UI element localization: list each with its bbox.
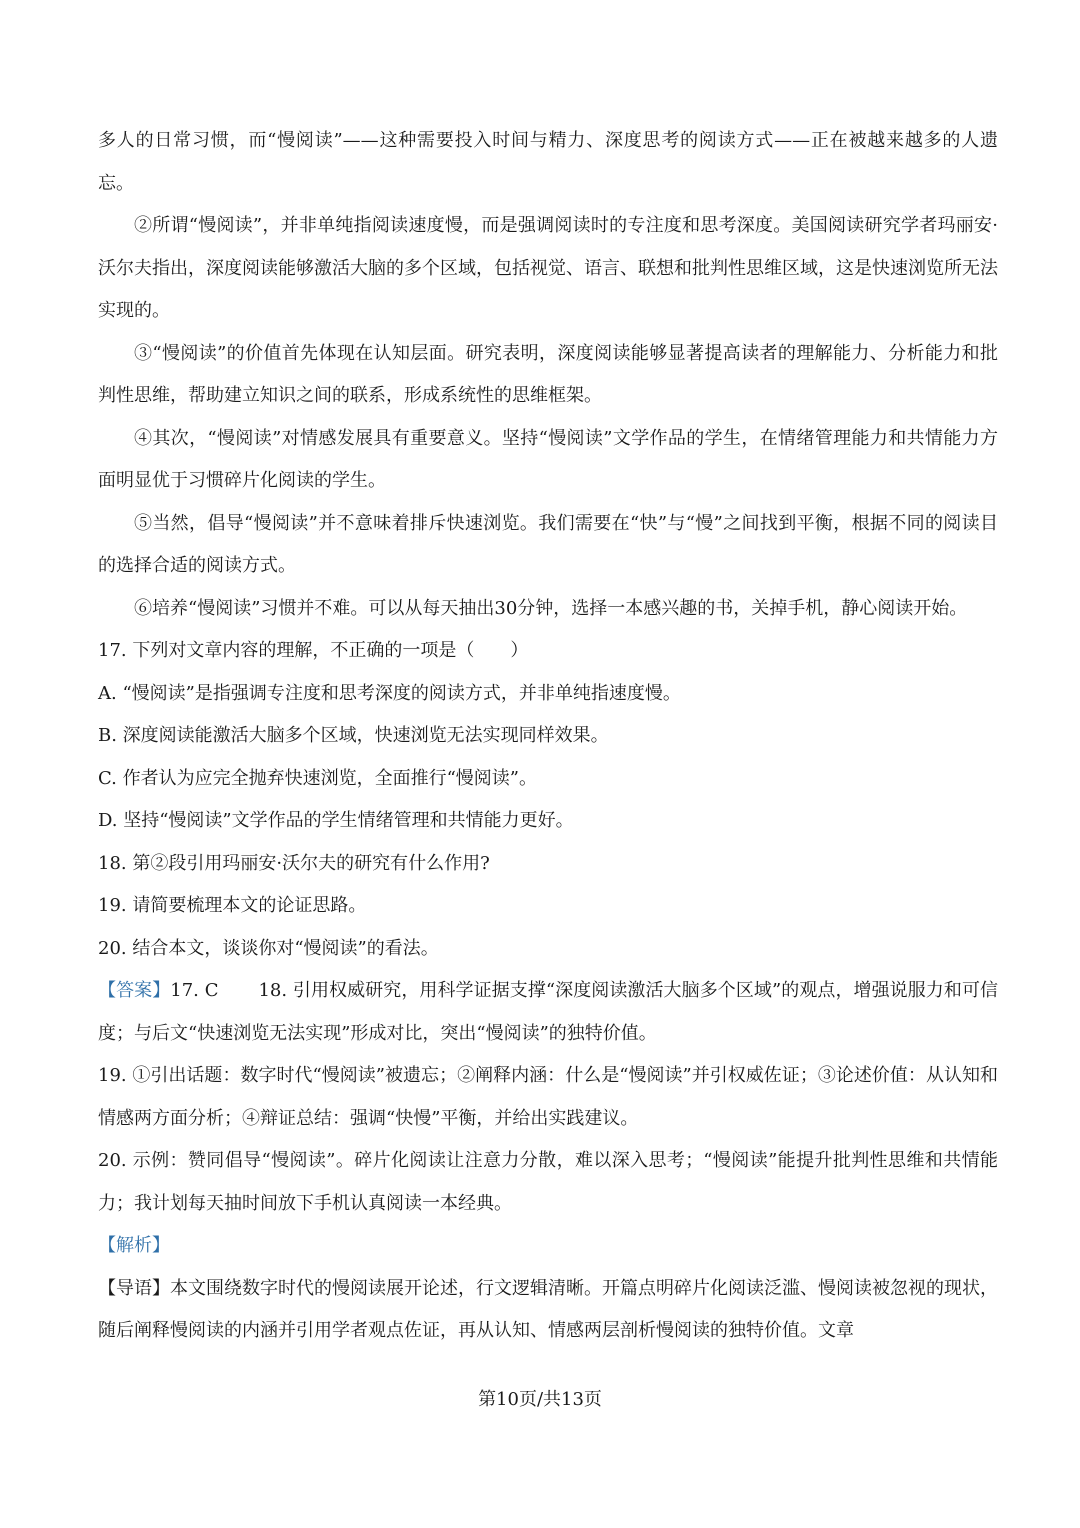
answer-tag: 【答案】 bbox=[98, 980, 171, 1001]
answer-18: 18. 引用权威研究，用科学证据支撑“深度阅读激活大脑多个区域”的观点，增强说服力和可信度；与后文“快速浏览无法实现”形成对比，突出“慢阅读”的独特价值。 bbox=[98, 980, 999, 1044]
passage-paragraph-4: ④其次，“慢阅读”对情感发展具有重要意义。坚持“慢阅读”文学作品的学生，在情绪管理能力和共情能力方面明显优于习惯碎片化阅读的学生。 bbox=[98, 427, 998, 491]
analysis-tag: 【解析】 bbox=[98, 1235, 170, 1256]
question-17-option-a: A. “慢阅读”是指强调专注度和思考深度的阅读方式，并非单纯指速度慢。 bbox=[98, 682, 681, 704]
question-17: 17. 下列对文章内容的理解，不正确的一项是（ ） bbox=[98, 640, 529, 661]
passage-paragraph-5: ⑤当然，倡导“慢阅读”并不意味着排斥快速浏览。我们需要在“快”与“慢”之间找到平衡，根据不同的阅读目的选择合适的阅读方式。 bbox=[98, 512, 998, 576]
question-20: 20. 结合本文，谈谈你对“慢阅读”的看法。 bbox=[98, 937, 439, 959]
question-18: 18. 第②段引用玛丽安·沃尔夫的研究有什么作用? bbox=[98, 852, 490, 874]
question-17-option-b: B. 深度阅读能激活大脑多个区域，快速浏览无法实现同样效果。 bbox=[98, 725, 609, 746]
page-footer: 第10页/共13页 bbox=[478, 1389, 602, 1410]
guide-text: 本文围绕数字时代的慢阅读展开论述，行文逻辑清晰。开篇点明碎片化阅读泛滥、慢阅读被忽视的现状，随后阐释慢阅读的内涵并引用学者观点佐证，再从认知、情感两层剖析慢阅读的独特价值。文章 bbox=[98, 1277, 998, 1341]
question-17-option-c: C. 作者认为应完全抛弃快速浏览，全面推行“慢阅读”。 bbox=[98, 767, 537, 789]
passage-paragraph-6: ⑥培养“慢阅读”习惯并不难。可以从每天抽出30分钟，选择一本感兴趣的书，关掉手机，静心阅读开始。 bbox=[134, 597, 968, 619]
analysis-guide bbox=[98, 1268, 998, 1353]
guide-tag: 【导语】 bbox=[98, 1277, 170, 1299]
answer-20: 20. 示例：赞同倡导“慢阅读”。碎片化阅读让注意力分散，难以深入思考；“慢阅读”能提升批判性思维和共情能力；我计划每天抽时间放下手机认真阅读一本经典。 bbox=[98, 1150, 998, 1214]
question-17-option-d: D. 坚持“慢阅读”文学作品的学生情绪管理和共情能力更好。 bbox=[98, 810, 574, 831]
passage-paragraph-3: ③“慢阅读”的价值首先体现在认知层面。研究表明，深度阅读能够显著提高读者的理解能力、分析能力和批判性思维，帮助建立知识之间的联系，形成系统性的思维框架。 bbox=[98, 342, 998, 406]
answer-19: 19. ①引出话题：数字时代“慢阅读”被遗忘；②阐释内涵：什么是“慢阅读”并引权威佐证；③论述价值：从认知和情感两方面分析；④辩证总结：强调“快慢”平衡，并给出实践建议。 bbox=[98, 1065, 998, 1129]
passage-paragraph-intro: 多人的日常习惯，而“慢阅读”——这种需要投入时间与精力、深度思考的阅读方式——正在被越来越多的人遗忘。 bbox=[98, 130, 998, 194]
answer-17-18 bbox=[98, 970, 998, 1055]
question-19: 19. 请简要梳理本文的论证思路。 bbox=[98, 895, 367, 916]
page-content bbox=[98, 120, 998, 1353]
answer-17: 17. C bbox=[170, 980, 219, 1001]
passage-paragraph-2: ②所谓“慢阅读”，并非单纯指阅读速度慢，而是强调阅读时的专注度和思考深度。美国阅读研究学者玛丽安·沃尔夫指出，深度阅读能够激活大脑的多个区域，包括视觉、语言、联想和批判性思维区域，这是快速浏览所无法实现的。 bbox=[98, 215, 998, 321]
